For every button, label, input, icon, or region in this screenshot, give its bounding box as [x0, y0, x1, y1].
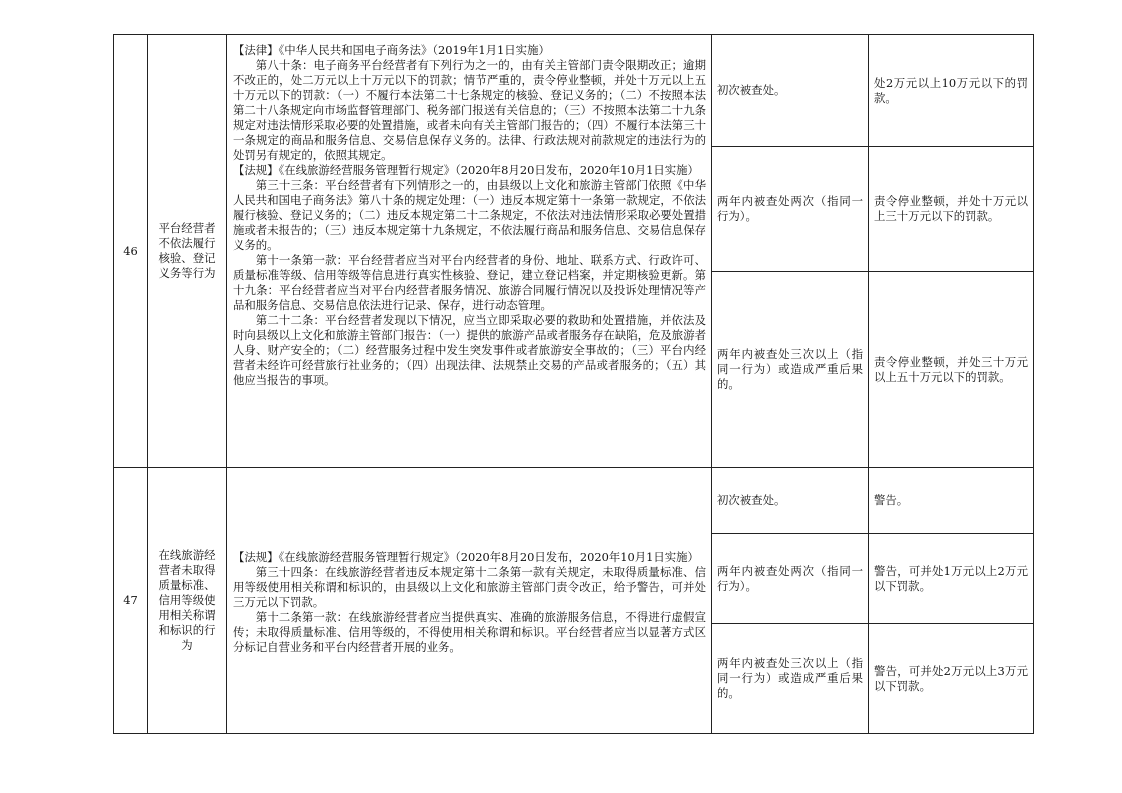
- row-number: 47: [114, 468, 148, 734]
- violation-situation: 两年内被查处三次以上（指同一行为）或造成严重后果的。: [712, 624, 869, 734]
- law-source-heading: 【法规】《在线旅游经营服务管理暂行规定》（2020年8月20日发布，2020年10月1日实施）: [233, 163, 699, 177]
- violation-situation: 两年内被查处两次（指同一行为）。: [712, 147, 869, 272]
- penalty-standard: 警告，可并处1万元以上2万元以下罚款。: [869, 534, 1034, 624]
- law-article: 第三十三条：平台经营者有下列情形之一的，由县级以上文化和旅游主管部门依照《中华人民共和国电子商务法》第八十条的规定处理：（一）违反本规定第十一条第一款规定，不依法履行核验、登记义务的；（二）违反本规定第二十二条规定，不依法对违法情形采取必要处置措施或者未报告的；（三）违反本规定第十九条规定，不依法履行商品和服务信息、交易信息保存义务的。: [233, 178, 706, 252]
- table-row: [114, 468, 1034, 534]
- law-source-heading: 【法律】《中华人民共和国电子商务法》（2019年1月1日实施）: [233, 43, 550, 57]
- penalty-standard: 警告。: [869, 468, 1034, 534]
- violation-behavior: 在线旅游经营者未取得质量标准、信用等级使用相关称谓和标识的行为: [148, 468, 227, 734]
- legal-basis: [227, 35, 712, 468]
- law-source-heading: 【法规】《在线旅游经营服务管理暂行规定》（2020年8月20日发布，2020年10月1日实施）: [233, 550, 699, 564]
- legal-basis: [227, 468, 712, 734]
- row-number: 46: [114, 35, 148, 468]
- law-article: 第二十二条：平台经营者发现以下情况，应当立即采取必要的救助和处置措施，并依法及时向县级以上文化和旅游主管部门报告：（一）提供的旅游产品或者服务存在缺陷，危及旅游者人身、财产安全的；（二）经营服务过程中发生突发事件或者旅游安全事故的；（三）平台内经营者未经许可经营旅行社业务的；（四）出现法律、法规禁止交易的产品或者服务的；（五）其他应当报告的事项。: [233, 313, 706, 387]
- law-article: 第三十四条：在线旅游经营者违反本规定第十二条第一款有关规定，未取得质量标准、信用等级使用相关称谓和标识的，由县级以上文化和旅游主管部门责令改正，给予警告，可并处三万元以下罚款。: [233, 565, 706, 609]
- penalty-standard: 责令停业整顿，并处十万元以上三十万元以下的罚款。: [869, 147, 1034, 272]
- table-row: [114, 35, 1034, 147]
- violation-situation: 初次被查处。: [712, 35, 869, 147]
- violation-behavior: 平台经营者不依法履行核验、登记义务等行为: [148, 35, 227, 468]
- penalty-standard: 处2万元以上10万元以下的罚款。: [869, 35, 1034, 147]
- law-article: 第十一条第一款：平台经营者应当对平台内经营者的身份、地址、联系方式、行政许可、质量标准等级、信用等级等信息进行真实性核验、登记，建立登记档案，并定期核验更新。第十九条：平台经营者应当对平台内经营者服务情况、旅游合同履行情况以及投诉处理情况等产品和服务信息、交易信息依法进行记录、保存，进行动态管理。: [233, 253, 706, 312]
- violation-situation: 初次被查处。: [712, 468, 869, 534]
- violation-situation: 两年内被查处三次以上（指同一行为）或造成严重后果的。: [712, 272, 869, 468]
- violation-situation: 两年内被查处两次（指同一行为）。: [712, 534, 869, 624]
- penalty-standard: 警告，可并处2万元以上3万元以下罚款。: [869, 624, 1034, 734]
- law-article: 第十二条第一款：在线旅游经营者应当提供真实、准确的旅游服务信息，不得进行虚假宣传；未取得质量标准、信用等级的，不得使用相关称谓和标识。平台经营者应当以显著方式区分标记自营业务和平台内经营者开展的业务。: [233, 610, 706, 654]
- law-article: 第八十条：电子商务平台经营者有下列行为之一的，由有关主管部门责令限期改正；逾期不改正的，处二万元以上十万元以下的罚款；情节严重的，责令停业整顿，并处十万元以上五十万元以下的罚款：（一）不履行本法第二十七条规定的核验、登记义务的；（二）不按照本法第二十八条规定向市场监督管理部门、税务部门报送有关信息的；（三）不按照本法第二十九条规定对违法情形采取必要的处置措施，或者未向有关主管部门报告的；（四）不履行本法第三十一条规定的商品和服务信息、交易信息保存义务的。法律、行政法规对前款规定的违法行为的处罚另有规定的，依照其规定。: [233, 58, 706, 162]
- penalty-standard: 责令停业整顿，并处三十万元以上五十万元以下的罚款。: [869, 272, 1034, 468]
- penalty-standard-table: [113, 34, 1034, 734]
